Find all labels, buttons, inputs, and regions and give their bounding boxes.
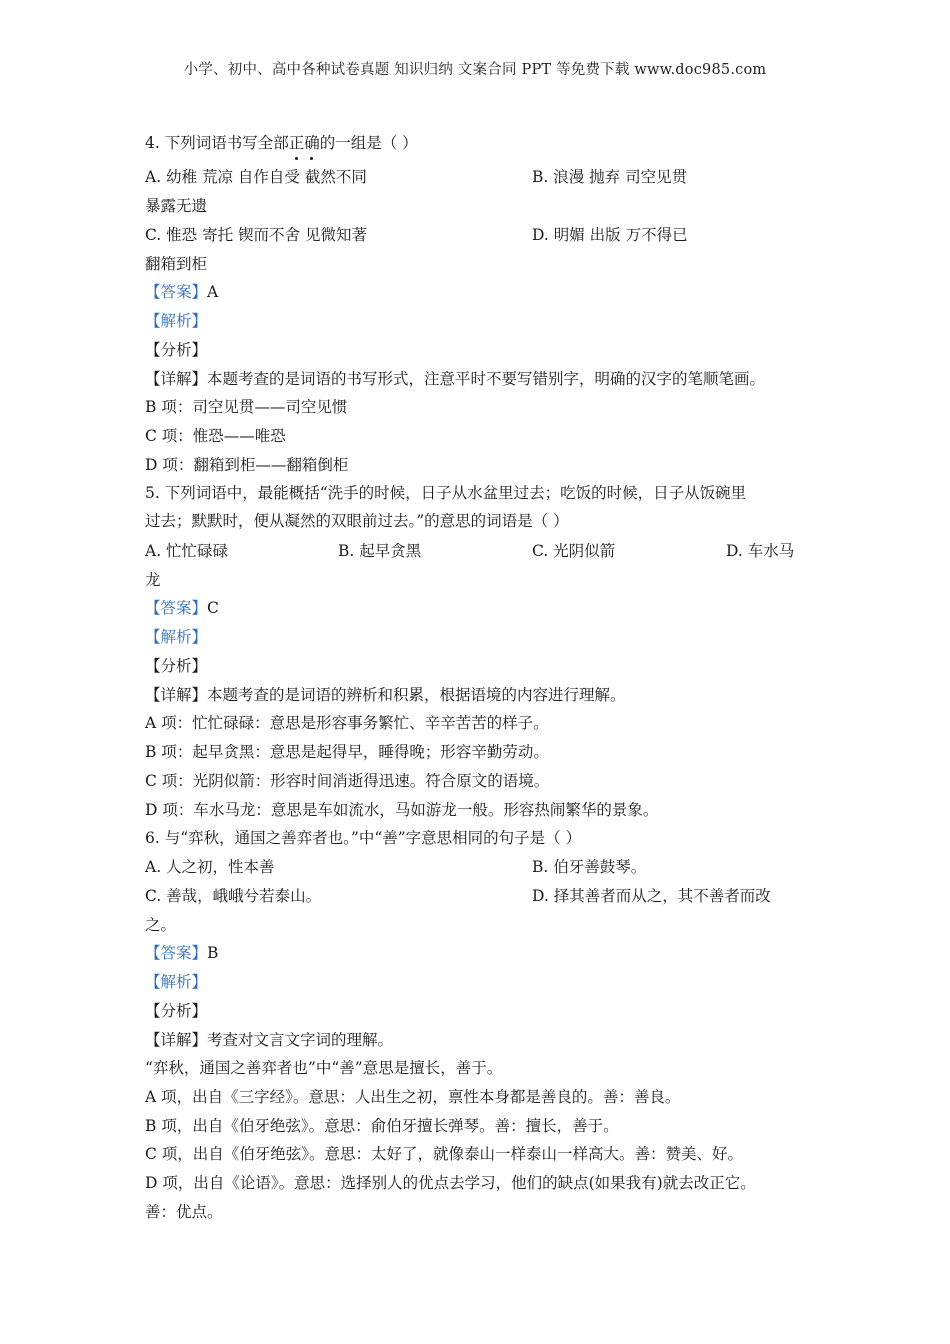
- page-header: 小学、初中、高中各种试卷真题 知识归纳 文案合同 PPT 等免费下载 www.doc985.com: [183, 62, 767, 78]
- q4-option-a: A. 幼稚 荒凉 自作自受 截然不同: [145, 168, 367, 186]
- q5-option-a: A. 忙忙碌碌: [145, 542, 229, 560]
- q6-note-a: A 项，出自《三字经》。意思：人出生之初，禀性本身都是善良的。善：善良。: [145, 1088, 681, 1106]
- q5-note-a: A 项：忙忙碌碌：意思是形容事务繁忙、辛辛苦苦的样子。: [145, 714, 549, 732]
- detail-tag: 【详解】: [145, 1031, 208, 1049]
- detail-text: 本题考查的是词语的辨析和积累，根据语境的内容进行理解。: [207, 686, 626, 704]
- q6-jiexi-tag: 【解析】: [145, 973, 208, 991]
- q4-stem-emphasis-1: 正: [288, 134, 305, 152]
- answer-value: C: [207, 599, 219, 617]
- q4-note-d: D 项：翻箱到柜——翻箱倒柜: [145, 456, 349, 474]
- answer-tag: 【答案】: [145, 599, 208, 617]
- q5-detail: [145, 684, 626, 706]
- q5-stem-line2: 过去；默默时，便从凝然的双眼前过去。”的意思的词语是（ ）: [145, 512, 569, 530]
- answer-tag: 【答案】: [145, 283, 208, 301]
- q5-jiexi-tag: 【解析】: [145, 628, 208, 646]
- q4-options-ab: [145, 166, 815, 188]
- detail-tag: 【详解】: [145, 370, 208, 388]
- q4-stem: [145, 132, 418, 154]
- q6-note-c: C 项，出自《伯牙绝弦》。意思：太好了，就像泰山一样泰山一样高大。善：赞美、好。: [145, 1145, 744, 1163]
- q4-stem-pre: 4. 下列词语书写全部: [145, 134, 289, 152]
- q6-quote: “弈秋，通国之善弈者也”中“善”意思是擅长，善于。: [145, 1059, 503, 1077]
- q4-option-b-wrap: 暴露无遗: [145, 197, 208, 215]
- q4-option-d: D. 明媚 出版 万不得已: [532, 226, 688, 244]
- q5-options: [145, 540, 815, 562]
- q6-options-ab: [145, 856, 815, 878]
- q6-options-cd: [145, 885, 815, 907]
- answer-value: B: [207, 944, 219, 962]
- q4-options-cd: [145, 224, 815, 246]
- q6-option-b: B. 伯牙善鼓琴。: [532, 858, 647, 876]
- detail-text: 本题考查的是词语的书写形式，注意平时不要写错别字，明确的汉字的笔顺笔画。: [207, 370, 766, 388]
- detail-text: 考查对文言文字词的理解。: [207, 1031, 394, 1049]
- q6-answer: [145, 942, 218, 964]
- q6-note-b: B 项，出自《伯牙绝弦》。意思：俞伯牙擅长弹琴。善：擅长，善于。: [145, 1117, 619, 1135]
- q4-option-b: B. 浪漫 抛弃 司空见贯: [532, 168, 688, 186]
- q5-fenxi-tag: 【分析】: [145, 657, 208, 675]
- detail-tag: 【详解】: [145, 686, 208, 704]
- q5-option-d: D. 车水马: [726, 542, 795, 560]
- q4-detail: [145, 368, 765, 390]
- q4-note-c: C 项：惟恐——唯恐: [145, 427, 286, 445]
- q4-note-b: B 项：司空见贯——司空见惯: [145, 398, 348, 416]
- q6-option-d: D. 择其善者而从之，其不善者而改: [532, 887, 771, 905]
- q6-note-d: D 项，出自《论语》。意思：选择别人的优点去学习，他们的缺点(如果我有)就去改正它。: [145, 1174, 756, 1192]
- q5-option-b: B. 起早贪黑: [338, 542, 422, 560]
- q4-answer: [145, 281, 218, 303]
- q6-option-d-wrap: 之。: [145, 916, 177, 934]
- q6-note-d-wrap: 善：优点。: [145, 1203, 223, 1221]
- q5-option-c: C. 光阴似箭: [532, 542, 616, 560]
- answer-tag: 【答案】: [145, 944, 208, 962]
- q6-detail: [145, 1029, 393, 1051]
- q5-stem-line1: 5. 下列词语中，最能概括“洗手的时候，日子从水盆里过去；吃饭的时候，日子从饭碗里: [145, 484, 747, 502]
- q6-stem: 6. 与“弈秋，通国之善弈者也。”中“善”字意思相同的句子是（ ）: [145, 829, 582, 847]
- q6-option-c: C. 善哉，峨峨兮若泰山。: [145, 887, 322, 905]
- q5-note-d: D 项：车水马龙：意思是车如流水，马如游龙一般。形容热闹繁华的景象。: [145, 801, 659, 819]
- q4-option-c: C. 惟恐 寄托 锲而不舍 见微知著: [145, 226, 367, 244]
- q5-note-c: C 项：光阴似箭：形容时间消逝得迅速。符合原文的语境。: [145, 772, 550, 790]
- q4-stem-post: 的一组是（ ）: [319, 134, 418, 152]
- q5-note-b: B 项：起早贪黑：意思是起得早，睡得晚；形容辛勤劳动。: [145, 743, 549, 761]
- q4-stem-emphasis-2: 确: [304, 134, 320, 152]
- q6-fenxi-tag: 【分析】: [145, 1002, 208, 1020]
- q6-option-a: A. 人之初，性本善: [145, 858, 275, 876]
- q4-option-d-wrap: 翻箱到柜: [145, 255, 208, 273]
- q5-answer: [145, 597, 219, 619]
- answer-value: A: [207, 283, 219, 301]
- q4-fenxi-tag: 【分析】: [145, 341, 208, 359]
- q5-option-d-wrap: 龙: [145, 571, 161, 589]
- q4-jiexi-tag: 【解析】: [145, 312, 208, 330]
